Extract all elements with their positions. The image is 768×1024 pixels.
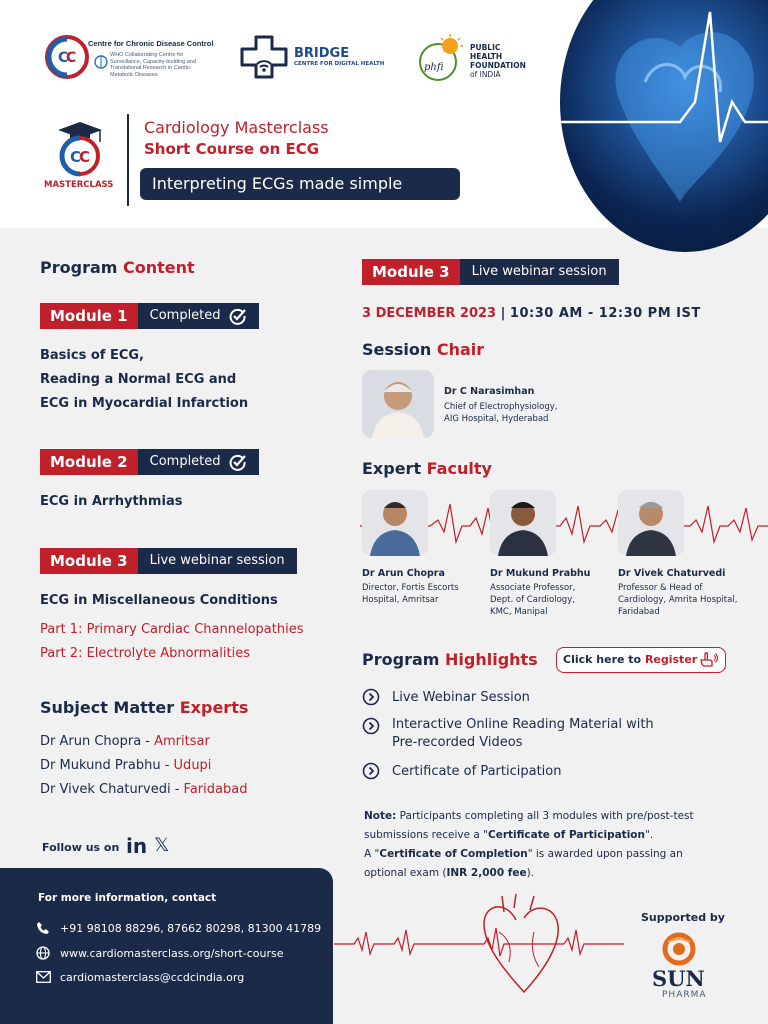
heart-ecg-illustration [334, 892, 624, 1014]
sponsor-sub: PHARMA [662, 990, 707, 1000]
phfi-logo [414, 32, 466, 84]
register-button[interactable]: Click here to Register [556, 647, 726, 673]
linkedin-icon[interactable]: in [126, 834, 148, 858]
module3-badge [40, 548, 297, 574]
course-title: Cardiology Masterclass [144, 118, 329, 137]
certificate-note: Note: Participants completing all 3 modules with pre/post-test submissions receive a "Certificate of Participation". A "Certificate of Completion" is awarded upon passing an optional exam (INR 2,000 fee). [364, 810, 694, 879]
faculty-1: Dr Arun Chopra Director, Fortis Escorts Hospital, Amritsar [362, 568, 459, 605]
contact-website[interactable]: www.cardiomasterclass.org/short-course [60, 947, 284, 960]
header-divider [127, 114, 129, 206]
contact-email[interactable]: cardiomasterclass@ccdcindia.org [60, 971, 245, 984]
module3-title: ECG in Miscellaneous Conditions [40, 593, 278, 608]
highlight-item: Certificate of Participation [362, 761, 654, 781]
right-module3-badge [362, 259, 619, 285]
svg-text:C: C [70, 148, 82, 166]
faculty-photo-1 [362, 490, 428, 556]
chevron-circle-icon [362, 688, 380, 706]
check-circle-icon [229, 453, 247, 471]
module1-number: Module 1 [40, 303, 138, 329]
experts-heading: Subject Matter Experts [40, 698, 249, 717]
ccdc-subtitle: WHO Collaborating Centre for Surveillance, Capacity-building and Translational Research in Cardio-Metabolic Diseases [110, 52, 196, 78]
who-emblem-icon [94, 54, 108, 68]
highlight-item: Interactive Online Reading Material with Pre-recorded Videos [362, 716, 654, 752]
highlights-list [362, 687, 654, 781]
expert-item: Dr Arun Chopra - Amritsar [40, 734, 210, 749]
contact-footer [0, 868, 333, 1024]
ccdc-name: Centre for Chronic Disease Control [88, 39, 214, 48]
right-module3-number: Module 3 [362, 259, 460, 285]
session-chair-heading: Session Chair [362, 340, 485, 359]
module3-parts: Part 1: Primary Cardiac Channelopathies Part 2: Electrolyte Abnormalities [40, 622, 304, 661]
globe-icon [36, 946, 50, 960]
phfi-mark: phfi [424, 62, 444, 73]
check-circle-icon [229, 307, 247, 325]
contact-heading: For more information, contact [38, 892, 217, 904]
chevron-circle-icon [362, 762, 380, 780]
chair-photo [362, 370, 434, 438]
session-datetime: 3 DECEMBER 2023 | 10:30 AM - 12:30 PM IST [362, 306, 701, 321]
chair-name: Dr C Narasimhan [444, 386, 535, 397]
module1-topics: Basics of ECG, Reading a Normal ECG and ECG in Myocardial Infarction [40, 348, 249, 411]
supported-by-label: Supported by [641, 911, 725, 924]
faculty-3: Dr Vivek Chaturvedi Professor & Head of Cardiology, Amrita Hospital, Faridabad [618, 568, 738, 617]
contact-phone[interactable]: +91 98108 88296, 87662 80298, 81300 41789 [60, 922, 322, 935]
course-subtitle: Short Course on ECG [144, 140, 320, 158]
phfi-name: PUBLIC HEALTH FOUNDATION of INDIA [470, 43, 526, 79]
expert-item: Dr Vivek Chaturvedi - Faridabad [40, 782, 248, 797]
right-module3-status: Live webinar session [460, 259, 619, 285]
program-highlights-heading: Program Highlights [362, 650, 538, 669]
highlight-item: Live Webinar Session [362, 687, 654, 707]
expert-faculty-heading: Expert Faculty [362, 459, 492, 478]
mail-icon [36, 971, 51, 983]
bridge-subtitle: CENTRE FOR DIGITAL HEALTH [294, 61, 385, 67]
svg-text:C: C [79, 148, 91, 166]
module1-badge [40, 303, 259, 329]
module2-status: Completed [138, 449, 259, 475]
masterclass-logo [52, 118, 108, 178]
masterclass-label: MASTERCLASS [44, 180, 114, 190]
chevron-circle-icon [362, 717, 380, 735]
follow-label: Follow us on [42, 841, 120, 854]
hand-pointer-icon [699, 652, 719, 668]
x-icon[interactable]: 𝕏 [154, 834, 170, 856]
sponsor-name: SUN [652, 966, 705, 991]
module1-status: Completed [138, 303, 259, 329]
faculty-photo-3 [618, 490, 684, 556]
sun-pharma-logo-icon [662, 932, 696, 966]
faculty-photo-2 [490, 490, 556, 556]
faculty-2: Dr Mukund Prabhu Associate Professor, Dept. of Cardiology, KMC, Manipal [490, 568, 591, 617]
ccdc-logo [44, 34, 90, 80]
bridge-name: BRIDGE [294, 46, 350, 61]
expert-item: Dr Mukund Prabhu - Udupi [40, 758, 212, 773]
experts-list [40, 730, 247, 802]
phone-icon [36, 921, 50, 935]
module2-topic: ECG in Arrhythmias [40, 494, 183, 509]
chair-role: Chief of Electrophysiology, AIG Hospital, Hyderabad [444, 402, 558, 424]
program-content-heading: Program Content [40, 258, 195, 277]
module2-number: Module 2 [40, 449, 138, 475]
module3-status: Live webinar session [138, 548, 297, 574]
tagline-pill: Interpreting ECGs made simple [140, 168, 460, 200]
svg-text:C: C [58, 50, 69, 66]
module2-badge [40, 449, 259, 475]
svg-text:C: C [66, 50, 77, 66]
bridge-logo [238, 34, 290, 80]
module3-number: Module 3 [40, 548, 138, 574]
